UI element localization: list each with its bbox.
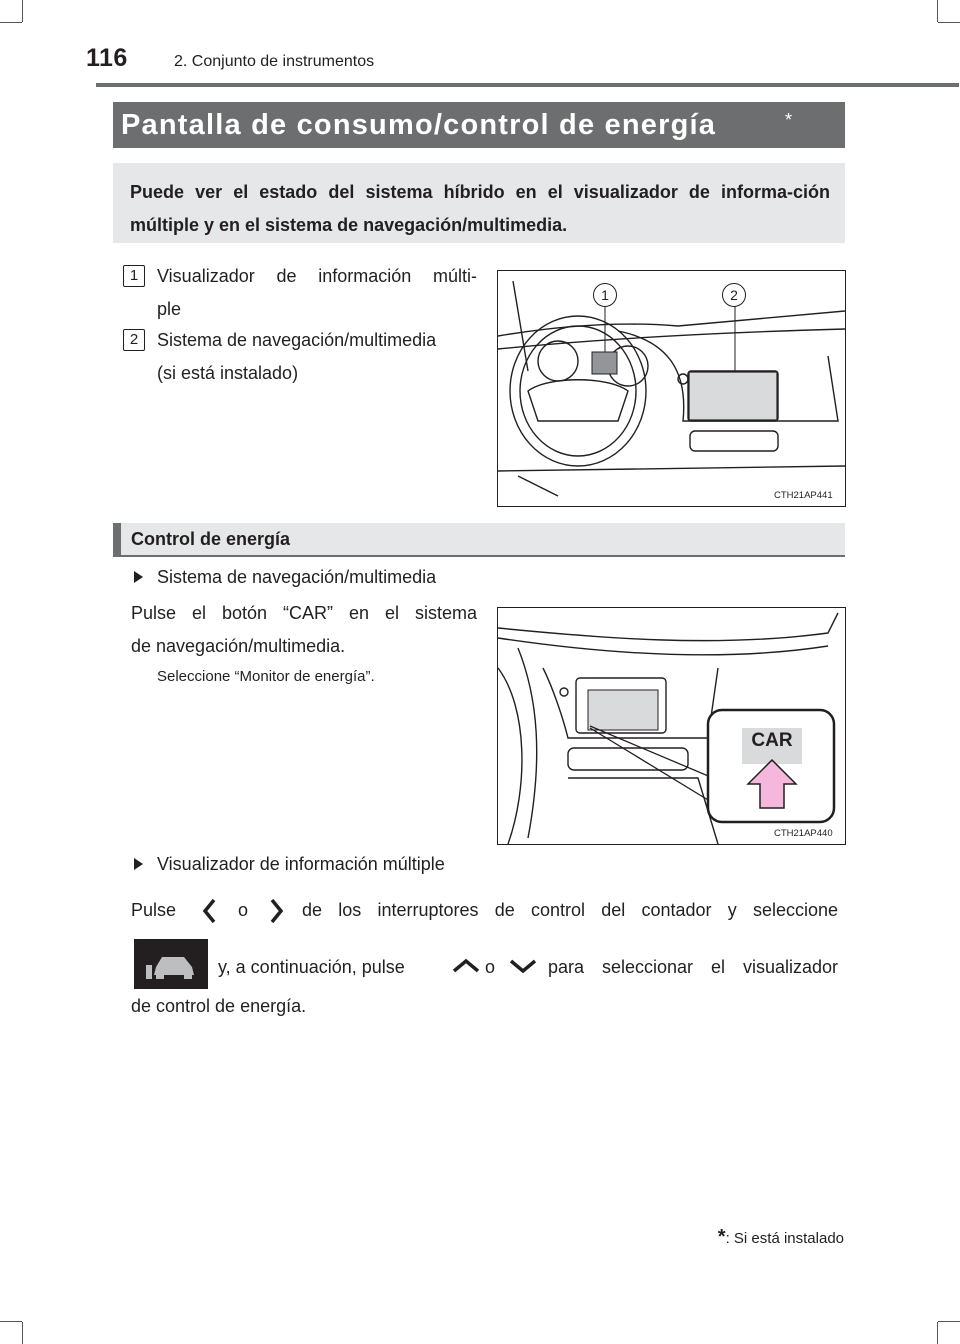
- nav-line2: de navegación/multimedia.: [131, 636, 346, 656]
- multi-rest-1: de los interruptores de control del contador y seleccione: [302, 900, 838, 920]
- crop-mark: [22, 1322, 23, 1344]
- multi-rest-2: para seleccionar el visualizador: [548, 957, 838, 977]
- item-number-2: 2: [123, 329, 145, 351]
- item-number-1: 1: [123, 265, 145, 287]
- intro-text: Puede ver el estado del sistema híbrido en el visualizador de informa-ción múltiple y en el sistema de navegación/multimedia.: [130, 182, 830, 235]
- title-asterisk: *: [785, 110, 793, 130]
- section-title: 2. Conjunto de instrumentos: [174, 53, 375, 70]
- multi-line3: de control de energía.: [131, 996, 307, 1016]
- crop-mark: [0, 1321, 22, 1322]
- figure-code: CTH21AP440: [774, 828, 833, 839]
- crop-mark: [22, 0, 23, 22]
- item-1-line2: ple: [157, 299, 182, 319]
- multi-line2: y, a continuación, pulse: [218, 957, 405, 977]
- crop-mark: [0, 22, 22, 23]
- header-rule: [96, 83, 959, 87]
- callout-2: 2: [722, 283, 746, 307]
- vehicle-status-icon: [134, 939, 208, 989]
- crop-mark: [937, 0, 938, 22]
- footnote-mark: *: [717, 1226, 726, 1248]
- page-title: Pantalla de consumo/control de energía: [121, 109, 717, 141]
- multi-heading: Visualizador de información múltiple: [157, 854, 445, 874]
- callout-1: 1: [593, 283, 617, 307]
- page-number: 116: [86, 44, 128, 72]
- dashboard-illustration: [498, 271, 845, 506]
- car-button-figure: [497, 607, 846, 845]
- subsection-title: Control de energía: [131, 529, 291, 549]
- crop-mark: [938, 1321, 960, 1322]
- chevron-up-icon: [451, 958, 481, 974]
- item-2-text: [157, 324, 477, 390]
- item-1-text: [157, 260, 477, 326]
- item-1-line1: Visualizador de información múlti-: [157, 266, 477, 286]
- multi-or-1: o: [238, 900, 249, 920]
- chevron-left-icon: [202, 898, 218, 924]
- dashboard-figure: [497, 270, 846, 507]
- footnote-text: : Si está instalado: [725, 1230, 844, 1247]
- item-2-line2: (si está instalado): [157, 363, 299, 383]
- bullet-triangle-icon: [134, 858, 143, 870]
- chevron-right-icon: [268, 898, 284, 924]
- figure-code: CTH21AP441: [774, 490, 833, 501]
- nav-line1: Pulse el botón “CAR” en el sistema: [131, 603, 477, 623]
- item-2-line1: Sistema de navegación/multimedia: [157, 330, 437, 350]
- subsection-marker: [113, 523, 121, 557]
- multi-pulse: Pulse: [131, 900, 177, 920]
- car-button[interactable]: CAR: [751, 730, 793, 751]
- bullet-triangle-icon: [134, 571, 143, 583]
- nav-text: [131, 597, 477, 663]
- console-illustration: [498, 608, 845, 844]
- nav-note: Seleccione “Monitor de energía”.: [157, 668, 375, 685]
- footnote: [718, 1226, 844, 1249]
- crop-mark: [937, 1322, 938, 1344]
- crop-mark: [938, 22, 960, 23]
- multi-or-2: o: [485, 957, 496, 977]
- nav-heading: Sistema de navegación/multimedia: [157, 567, 437, 587]
- chevron-down-icon: [508, 958, 538, 974]
